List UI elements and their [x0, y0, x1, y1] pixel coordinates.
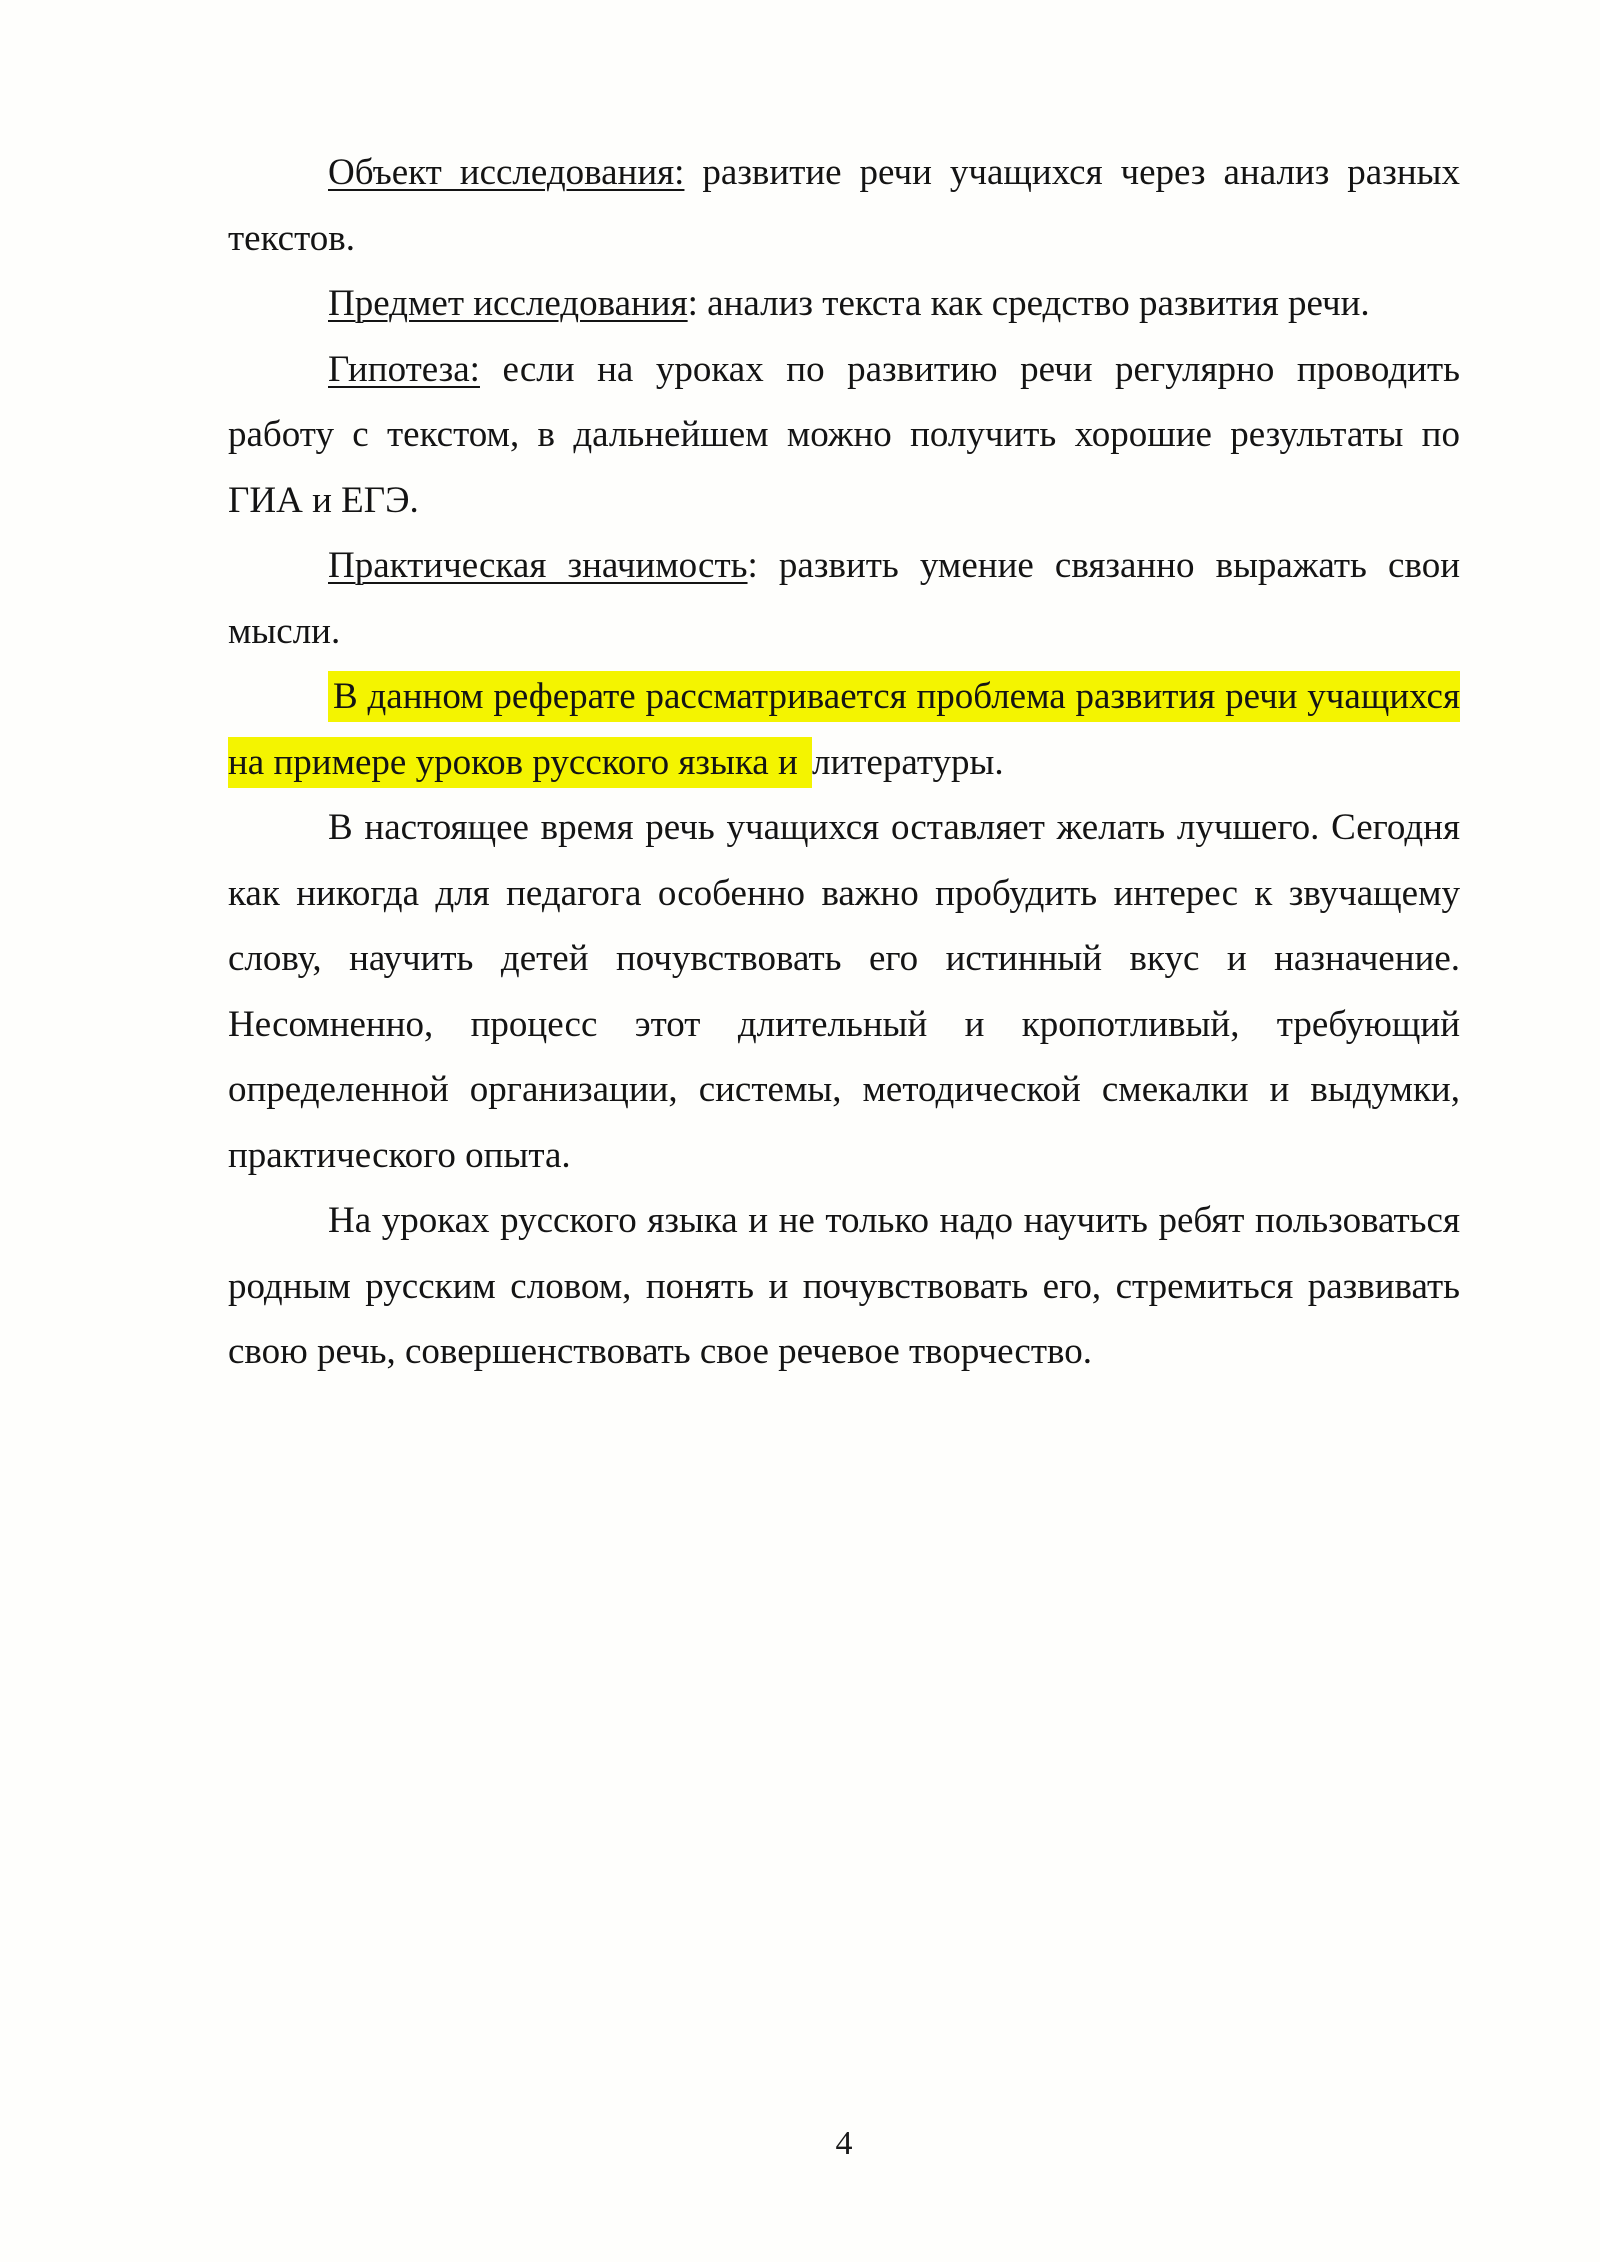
text-run: литературы.	[812, 741, 1004, 783]
document-body	[228, 140, 1460, 1385]
text-run: : развить умение связанно выражать свои мысли.	[228, 545, 1460, 652]
text-run: развитие речи учащихся через анализ разных текстов.	[228, 152, 1460, 259]
text-run: если на уроках по развитию речи регулярно проводить работу с текстом, в дальнейшем можно получить хорошие результаты по ГИА и ЕГЭ.	[228, 348, 1460, 521]
paragraph	[228, 664, 1460, 795]
paragraph	[228, 533, 1460, 664]
page-footer	[228, 2124, 1460, 2164]
paragraph	[228, 271, 1460, 337]
text-run: На уроках русского языка и не только надо научить ребят пользоваться родным русским словом, понять и почувствовать его, стремиться развивать свою речь, совершенствовать свое речевое творчество.	[228, 1200, 1460, 1372]
page-number: 4	[835, 2125, 853, 2162]
underlined-term: Гипотеза:	[328, 348, 480, 390]
paragraph	[228, 1188, 1460, 1385]
paragraph	[228, 140, 1460, 271]
underlined-term: Практическая значимость	[328, 545, 748, 586]
highlighted-text: В данном реферате рассматривается проблема развития речи учащихся на примере уроков русского языка и	[228, 671, 1460, 788]
underlined-term: Предмет исследования	[328, 283, 688, 324]
paragraph	[228, 337, 1460, 534]
paragraph	[228, 795, 1460, 1188]
text-run: : анализ текста как средство развития речи.	[687, 283, 1370, 324]
text-run: В настоящее время речь учащихся оставляет желать лучшего. Сегодня как никогда для педагога особенно важно пробудить интерес к звучащему слову, научить детей почувствовать его истинный вкус и назначение. Несомненно, процесс этот длительный и кропотливый, требующий определенной организации, системы, методической смекалки и выдумки, практического опыта.	[228, 807, 1460, 1176]
underlined-term: Объект исследования:	[328, 152, 685, 193]
